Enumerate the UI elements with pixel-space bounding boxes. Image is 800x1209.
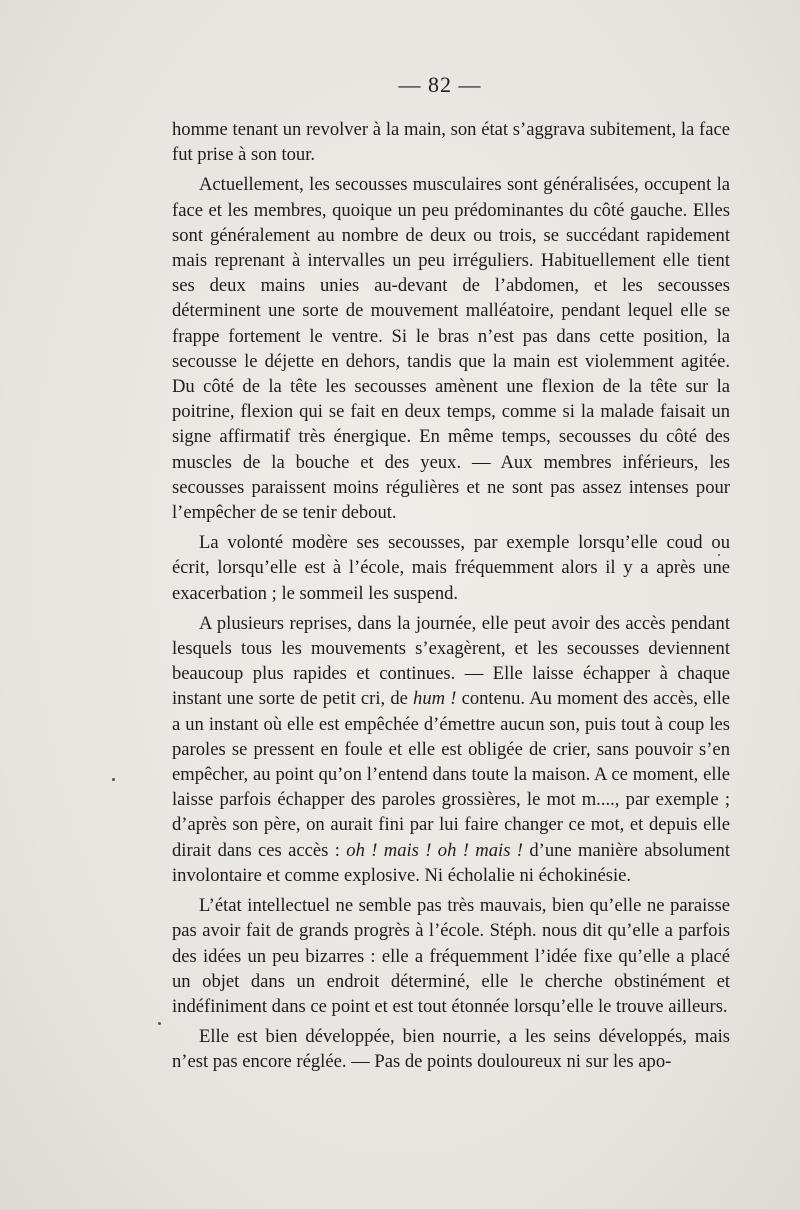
attacks-text-part-2: contenu. Au moment des accès, elle a un instant où elle est empêchée d’émettre aucun son, puis tout à coup les paroles se pressent en foule et elle est obligée de crier, sans pouvoir s’en empêcher, au point qu’on l’entend dans toute la maison. A ce moment, elle laisse parfois échapper des paroles grossières, le mot m...., par exemple ; d’après son père, on aurait fini par lui faire changer ce mot, et depuis elle dirait dans ces accès :	[172, 688, 730, 861]
body-text	[172, 117, 730, 1080]
attacks-text-part-1: A plusieurs reprises, dans la journée, elle peut avoir des accès pendant lesquels tous les mouvements s’exagèrent, et les secousses deviennent beaucoup plus rapides et continues. — Elle laisse échapper à chaque instant une sorte de petit cri, de	[172, 612, 730, 710]
hum-italic: hum !	[413, 688, 457, 710]
paragraph-will-moderates: La volonté modère ses secousses, par exemple lorsqu’elle coud ou écrit, lorsqu’elle est à l’école, mais fréquemment alors il y a après une exacerbation ; le sommeil les suspend.	[172, 532, 730, 604]
paper-speck	[718, 554, 720, 556]
paragraph-continuation: homme tenant un revolver à la main, son état s’aggrava subitement, la face fut prise à son tour.	[172, 119, 730, 166]
paragraph-muscular-jerks: Actuellement, les secousses musculaires sont généralisées, occupent la face et les membres, quoique un peu prédominantes du côté gauche. Elles sont généralement au nombre de deux ou trois, se succédant rapidement mais reprenant à intervalles un peu irréguliers. Habituellement elle tient ses deux mains unies au-devant de l’abdomen, et les secousses déterminent une sorte de mouvement malléatoire, pendant lequel elle se frappe fortement le ventre. Si le bras n’est pas dans cette position, la secousse le déjette en dehors, tandis que la main est violemment agitée. Du côté de la tête les secousses amènent une flexion de la tête sur la poitrine, flexion qui se fait en deux temps, comme si la malade faisait un signe affirmatif très énergique. En même temps, secousses du côté des muscles de la bouche et des yeux. — Aux membres inférieurs, les secousses paraissent moins régulières et ne sont pas assez intenses pour l’empêcher de se tenir debout.	[172, 174, 730, 524]
paper-speck	[112, 778, 115, 781]
attacks-text-part-3: d’une manière absolument involontaire et comme explosive. Ni écholalie ni échokinésie.	[172, 839, 730, 886]
paragraph-attacks	[172, 611, 730, 888]
page-number: — 82 —	[398, 72, 482, 97]
paragraph-intellectual-state: L’état intellectuel ne semble pas très mauvais, bien qu’elle ne paraisse pas avoir fait de grands progrès à l’école. Stéph. nous dit qu’elle a parfois des idées un peu bizarres : elle a fréquemment l’idée fixe qu’elle a placé un objet dans un endroit déterminé, elle le cherche obstinément et indéfiniment dans ce point et est tout étonnée lorsqu’elle le trouve ailleurs.	[172, 895, 730, 1017]
oh-mais-italic: oh ! mais ! oh ! mais !	[346, 839, 523, 861]
paragraph-development: Elle est bien développée, bien nourrie, a les seins développés, mais n’est pas encore réglée. — Pas de points douloureux ni sur les apo-	[172, 1026, 730, 1073]
paper-speck	[158, 1022, 161, 1025]
